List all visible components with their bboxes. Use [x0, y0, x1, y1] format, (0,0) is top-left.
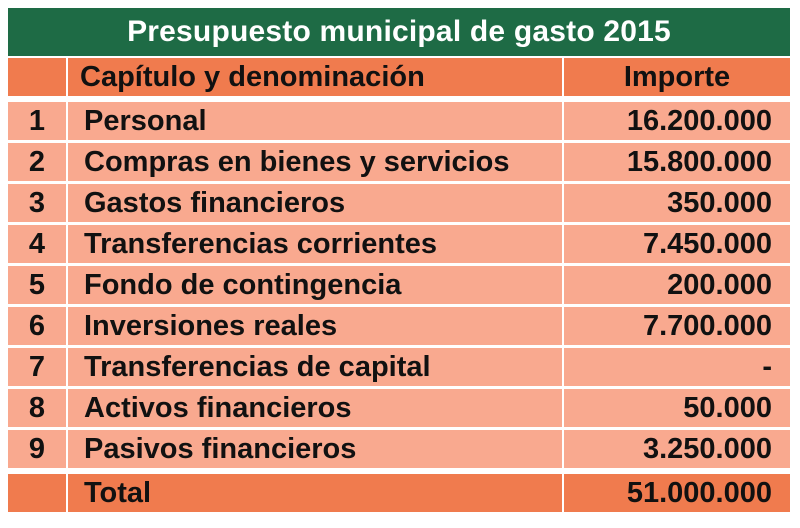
row-amount: 7.700.000: [564, 307, 790, 345]
row-name: Fondo de contingencia: [68, 266, 562, 304]
header-chapter: Capítulo y denominación: [68, 58, 562, 96]
total-label: Total: [68, 474, 562, 512]
table-row: [8, 348, 790, 386]
row-number: 4: [8, 225, 66, 263]
row-amount: 200.000: [564, 266, 790, 304]
row-name: Pasivos financieros: [68, 430, 562, 468]
row-amount: 3.250.000: [564, 430, 790, 468]
table-row: [8, 307, 790, 345]
header-number-cell: [8, 58, 66, 96]
row-name: Activos financieros: [68, 389, 562, 427]
row-amount: 7.450.000: [564, 225, 790, 263]
row-name: Transferencias corrientes: [68, 225, 562, 263]
row-number: 6: [8, 307, 66, 345]
row-name: Inversiones reales: [68, 307, 562, 345]
row-amount: -: [564, 348, 790, 386]
table-total-row: [8, 474, 790, 512]
row-number: 8: [8, 389, 66, 427]
row-name: Gastos financieros: [68, 184, 562, 222]
header-amount: Importe: [564, 58, 790, 96]
total-number-cell: [8, 474, 66, 512]
table-row: [8, 266, 790, 304]
row-number: 2: [8, 143, 66, 181]
table-row: [8, 184, 790, 222]
row-name: Personal: [68, 102, 562, 140]
row-number: 3: [8, 184, 66, 222]
row-amount: 350.000: [564, 184, 790, 222]
table-row: [8, 102, 790, 140]
total-amount: 51.000.000: [564, 474, 790, 512]
table-row: [8, 389, 790, 427]
table-row: [8, 225, 790, 263]
table-row: [8, 143, 790, 181]
table-header-row: [8, 58, 790, 96]
row-number: 1: [8, 102, 66, 140]
table-title: Presupuesto municipal de gasto 2015: [8, 8, 790, 56]
row-name: Compras en bienes y servicios: [68, 143, 562, 181]
row-amount: 16.200.000: [564, 102, 790, 140]
row-number: 7: [8, 348, 66, 386]
row-amount: 15.800.000: [564, 143, 790, 181]
row-name: Transferencias de capital: [68, 348, 562, 386]
table-row: [8, 430, 790, 468]
budget-table: [8, 8, 790, 520]
row-amount: 50.000: [564, 389, 790, 427]
row-number: 9: [8, 430, 66, 468]
row-number: 5: [8, 266, 66, 304]
